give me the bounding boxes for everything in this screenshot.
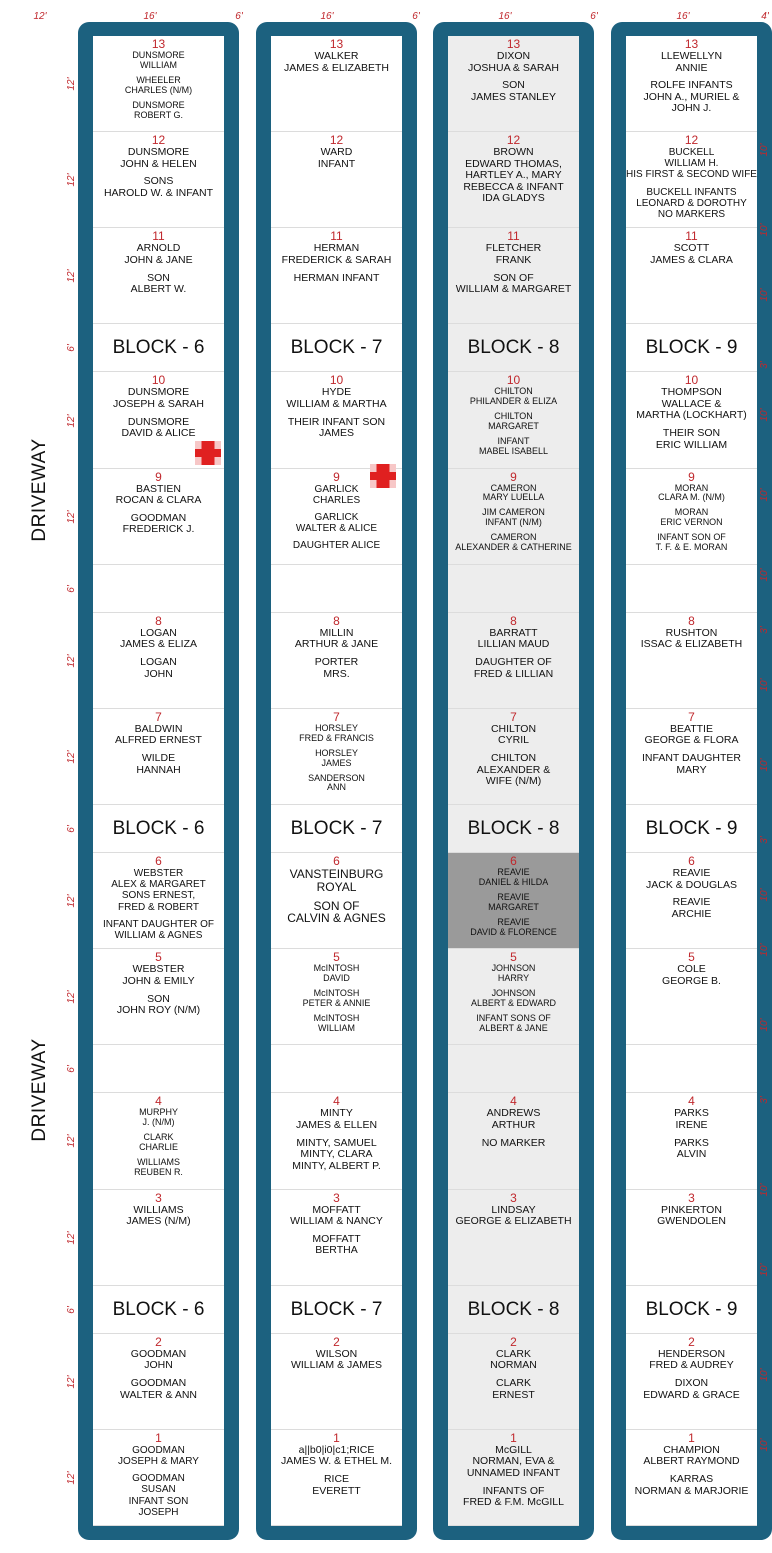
lot-occupants: BEATTIE GEORGE & FLORA INFANT DAUGHTER MARY [642, 722, 741, 776]
lot-number: 4 [155, 1094, 162, 1109]
right-dimension: 10' [759, 488, 770, 502]
plot-lot[interactable] [448, 36, 579, 132]
block-label: BLOCK - 8 [467, 818, 560, 840]
lot-occupants: MURPHY J. (N/M) CLARK CHARLIE WILLIAMS REUBEN R. [134, 1107, 183, 1177]
lot-number: 9 [510, 469, 517, 484]
lot-number: 13 [684, 37, 699, 51]
lot-number: 6 [510, 854, 517, 869]
block-label: BLOCK - 8 [467, 337, 560, 359]
top-dimension: 16' [498, 11, 512, 22]
block-label: BLOCK - 9 [645, 1298, 738, 1320]
right-dimension: 10' [759, 288, 770, 302]
left-dimension: 12' [66, 77, 77, 91]
path-gap [93, 565, 224, 613]
top-dimension: 4' [761, 11, 769, 22]
plot-lot[interactable] [271, 1334, 402, 1430]
driveway-label: DRIVEWAY [29, 438, 50, 542]
block-label-row [626, 1286, 757, 1334]
lot-number: 6 [333, 854, 340, 869]
lot-occupants: DUNSMORE JOHN & HELEN SONS HAROLD W. & INFANT [103, 146, 214, 199]
right-dimension: 10' [759, 143, 770, 157]
block-label: BLOCK - 6 [112, 337, 205, 359]
lot-number: 7 [688, 709, 695, 724]
block-label: BLOCK - 9 [645, 818, 738, 840]
plot-lot[interactable] [626, 1334, 757, 1430]
right-dimension: 10' [759, 1183, 770, 1197]
lot-number: 10 [329, 373, 344, 388]
left-dimension: 12' [66, 173, 77, 187]
lot-occupants: MORAN CLARA M. (N/M) MORAN ERIC VERNON INFANT SON OF T. F. & E. MORAN [655, 482, 728, 553]
lot-number: 5 [333, 950, 340, 965]
right-dimension: 10' [759, 888, 770, 902]
plot-lot[interactable] [271, 1190, 402, 1286]
lot-number: 1 [155, 1430, 162, 1445]
lot-number: 2 [688, 1334, 695, 1349]
plot-lot[interactable] [626, 1430, 757, 1526]
plot-lot[interactable] [626, 36, 757, 132]
plot-lot[interactable] [626, 613, 757, 709]
right-dimension: 10' [759, 1018, 770, 1032]
plot-lot[interactable] [271, 1430, 402, 1526]
lot-occupants: HERMAN FREDERICK & SARAH HERMAN INFANT [281, 242, 392, 284]
lot-number: 12 [151, 133, 166, 148]
top-dimension: 16' [320, 11, 334, 22]
lot-number: 3 [333, 1190, 340, 1205]
top-dimension: 16' [676, 11, 690, 22]
block-label-row [93, 324, 224, 372]
lot-occupants: VANSTEINBURG ROYAL SON OF CALVIN & AGNES [287, 867, 386, 926]
lot-number: 11 [685, 229, 698, 244]
block-column [78, 22, 239, 1540]
block-column-body [93, 36, 224, 1526]
lot-number: 5 [510, 950, 517, 965]
left-dimension: 12' [66, 413, 77, 428]
lot-number: 7 [333, 709, 340, 724]
lot-occupants: MILLIN ARTHUR & JANE PORTER MRS. [294, 626, 379, 680]
top-dimension: 6' [412, 11, 420, 22]
block-column-body [271, 36, 402, 1526]
plot-lot[interactable] [93, 613, 224, 709]
lot-number: 3 [510, 1190, 517, 1205]
path-gap [271, 1045, 402, 1093]
plot-lot[interactable] [271, 613, 402, 709]
plot-lot[interactable] [448, 132, 579, 228]
left-dimension: 12' [66, 510, 77, 524]
lot-number: 8 [510, 613, 517, 628]
left-dimension: 12' [66, 750, 77, 764]
plot-lot[interactable] [626, 372, 757, 468]
left-dimension: 6' [66, 1065, 77, 1074]
right-dimension: 10' [759, 408, 770, 422]
lot-number: 8 [155, 613, 162, 628]
block-label-row [271, 1286, 402, 1334]
lot-number: 9 [333, 469, 340, 484]
lot-occupants: WEBSTER JOHN & EMILY SON JOHN ROY (N/M) [116, 963, 201, 1017]
lot-occupants: BARRATT LILLIAN MAUD DAUGHTER OF FRED & LILLIAN [473, 626, 554, 680]
lot-occupants: PARKS IRENE PARKS ALVIN [674, 1107, 709, 1161]
right-dimension: 3' [759, 361, 770, 369]
plot-lot[interactable] [93, 36, 224, 132]
lot-occupants: CHAMPION ALBERT RAYMOND KARRAS NORMAN & MARJORIE [634, 1443, 749, 1497]
plot-lot[interactable] [93, 949, 224, 1045]
right-dimension: 3' [759, 626, 770, 634]
right-dimension: 3' [759, 1096, 770, 1104]
right-dimension: 10' [759, 1368, 770, 1382]
top-dimension: 12' [33, 11, 47, 22]
lot-number: 7 [155, 709, 162, 724]
top-dimension: 6' [235, 11, 243, 22]
lot-number: 13 [151, 37, 166, 51]
lot-number: 2 [333, 1334, 340, 1349]
lot-occupants: RUSHTON ISSAC & ELIZABETH [640, 626, 743, 651]
path-gap [626, 1045, 757, 1093]
left-dimension: 6' [66, 825, 77, 833]
left-dimension: 6' [66, 344, 77, 353]
plot-lot[interactable] [271, 853, 402, 949]
block-column [433, 22, 594, 1540]
left-dimension: 12' [66, 1471, 77, 1485]
lot-number: 1 [333, 1430, 340, 1445]
plot-lot[interactable] [93, 1190, 224, 1286]
lot-occupants: WILSON WILLIAM & JAMES [290, 1347, 383, 1372]
path-gap [448, 1045, 579, 1093]
lot-occupants: a||b0|i0|c1;RICE JAMES W. & ETHEL M. RICE EVERETT [280, 1443, 393, 1497]
lot-occupants: CLARK NORMAN CLARK ERNEST [490, 1347, 537, 1401]
lot-occupants: WILLIAMS JAMES (N/M) [126, 1203, 191, 1228]
lot-number: 11 [330, 229, 343, 244]
lot-number: 1 [510, 1430, 517, 1445]
block-column [256, 22, 417, 1540]
block-label: BLOCK - 6 [112, 818, 205, 840]
plot-lot[interactable] [626, 853, 757, 949]
right-dimension: 3' [759, 836, 770, 844]
lot-occupants: FLETCHER FRANK SON OF WILLIAM & MARGARET [455, 242, 572, 296]
left-dimension: 6' [66, 1305, 77, 1314]
lot-number: 12 [506, 133, 521, 148]
plot-lot[interactable] [93, 1430, 224, 1526]
plot-lot[interactable] [448, 228, 579, 324]
plot-lot[interactable] [448, 1190, 579, 1286]
lot-number: 4 [510, 1094, 517, 1109]
lot-number: 13 [329, 37, 344, 51]
left-dimension: 12' [66, 654, 77, 668]
lot-occupants: BROWN EDWARD THOMAS, HARTLEY A., MARY REBECCA & INFANT IDA GLADYS [463, 146, 564, 205]
lot-occupants: HENDERSON FRED & AUDREY DIXON EDWARD & GRACE [643, 1347, 740, 1401]
left-dimension: 12' [66, 269, 77, 283]
top-dimension: 16' [143, 11, 157, 22]
plot-lot[interactable] [626, 132, 757, 228]
lot-occupants: GOODMAN JOHN GOODMAN WALTER & ANN [119, 1347, 197, 1401]
lot-number: 3 [155, 1190, 162, 1205]
lot-number: 13 [506, 37, 521, 51]
lot-occupants: LOGAN JAMES & ELIZA LOGAN JOHN [119, 626, 198, 680]
plot-lot[interactable] [448, 1334, 579, 1430]
block-label-row [93, 805, 224, 853]
left-dimension: 12' [66, 1375, 77, 1389]
lot-occupants: BUCKELL WILLIAM H. HIS FIRST & SECOND WIFE BUCKELL INFANTS LEONARD & DOROTHY NO MARKERS [626, 147, 757, 221]
block-label-row [626, 324, 757, 372]
plot-lot[interactable] [271, 949, 402, 1045]
lot-occupants: BASTIEN ROCAN & CLARA GOODMAN FREDERICK J. [115, 482, 202, 536]
lot-occupants: McGILL NORMAN, EVA & UNNAMED INFANT INFANTS OF FRED & F.M. McGILL [463, 1443, 564, 1509]
lot-occupants: McINTOSH DAVID McINTOSH PETER & ANNIE McINTOSH WILLIAM [302, 963, 371, 1033]
block-column [611, 22, 772, 1540]
plot-lot[interactable] [448, 372, 579, 468]
block-label-row [448, 1286, 579, 1334]
left-dimension: 12' [66, 1134, 77, 1148]
cross-marker-icon [370, 464, 396, 488]
plot-lot[interactable] [448, 853, 579, 949]
block-label-row [626, 805, 757, 853]
lot-occupants: HORSLEY FRED & FRANCIS HORSLEY JAMES SANDERSON ANN [299, 722, 374, 793]
block-label: BLOCK - 8 [467, 1298, 560, 1320]
lot-occupants: ANDREWS ARTHUR NO MARKER [481, 1107, 546, 1149]
lot-number: 10 [684, 373, 699, 388]
lot-occupants: MOFFATT WILLIAM & NANCY MOFFATT BERTHA [290, 1203, 383, 1257]
right-dimension: 10' [759, 223, 770, 237]
lot-occupants: LLEWELLYN ANNIE ROLFE INFANTS JOHN A., MURIEL & JOHN J. [643, 50, 740, 115]
lot-occupants: MINTY JAMES & ELLEN MINTY, SAMUEL MINTY, CLARA MINTY, ALBERT P. [292, 1107, 381, 1172]
lot-occupants: THOMPSON WALLACE & MARTHA (LOCKHART) THEIR SON ERIC WILLIAM [636, 386, 747, 451]
plot-lot[interactable] [626, 709, 757, 805]
left-dimension: 6' [66, 584, 77, 593]
lot-occupants: ARNOLD JOHN & JANE SON ALBERT W. [124, 242, 193, 296]
plot-lot[interactable] [271, 372, 402, 468]
lot-number: 7 [510, 709, 517, 724]
lot-occupants: CHILTON PHILANDER & ELIZA CHILTON MARGARET INFANT MABEL ISABELL [469, 386, 558, 456]
block-label: BLOCK - 7 [290, 818, 383, 840]
lot-occupants: REAVIE JACK & DOUGLAS REAVIE ARCHIE [645, 867, 738, 920]
left-dimension: 12' [66, 894, 77, 908]
lot-occupants: COLE GEORGE B. [662, 963, 721, 987]
lot-number: 8 [688, 613, 695, 628]
plot-lot[interactable] [93, 132, 224, 228]
lot-occupants: DUNSMORE JOSEPH & SARAH DUNSMORE DAVID & ALICE [112, 386, 205, 440]
lot-occupants: WARD INFANT [317, 146, 356, 170]
lot-number: 2 [155, 1334, 162, 1349]
block-label-row [271, 324, 402, 372]
right-dimension: 10' [759, 678, 770, 692]
block-label-row [93, 1286, 224, 1334]
block-label-row [271, 805, 402, 853]
plot-lot[interactable] [448, 613, 579, 709]
block-column-body [626, 36, 757, 1526]
lot-occupants: PINKERTON GWENDOLEN [657, 1203, 726, 1228]
cross-marker-icon [195, 441, 221, 465]
lot-number: 3 [688, 1190, 695, 1205]
right-dimension: 10' [759, 1438, 770, 1452]
lot-occupants: DUNSMORE WILLIAM WHEELER CHARLES (N/M) DUNSMORE ROBERT G. [124, 50, 193, 120]
path-gap [271, 565, 402, 613]
right-dimension: 10' [759, 758, 770, 772]
plot-lot[interactable] [626, 469, 757, 565]
path-gap [93, 1045, 224, 1093]
plot-lot[interactable] [271, 1093, 402, 1189]
lot-occupants: BALDWIN ALFRED ERNEST WILDE HANNAH [115, 722, 202, 776]
path-gap [448, 565, 579, 613]
lot-number: 4 [688, 1094, 695, 1109]
block-label-row [448, 805, 579, 853]
plot-lot[interactable] [271, 36, 402, 132]
top-dimension: 6' [590, 11, 598, 22]
plot-lot[interactable] [448, 1093, 579, 1189]
plot-lot[interactable] [448, 709, 579, 805]
lot-occupants: CHILTON CYRIL CHILTON ALEXANDER & WIFE (N/M) [476, 722, 551, 788]
block-label: BLOCK - 6 [112, 1298, 205, 1320]
lot-number: 10 [506, 373, 521, 388]
plot-lot[interactable] [271, 709, 402, 805]
lot-occupants: WEBSTER ALEX & MARGARET SONS ERNEST, FRED & ROBERT INFANT DAUGHTER OF WILLIAM & AGNES [103, 868, 214, 941]
lot-number: 4 [333, 1094, 340, 1109]
right-dimension: 10' [759, 1263, 770, 1277]
plot-lot[interactable] [626, 1093, 757, 1189]
plot-lot[interactable] [626, 228, 757, 324]
lot-number: 5 [155, 950, 162, 965]
lot-number: 11 [152, 229, 165, 244]
plot-lot[interactable] [93, 1093, 224, 1189]
plot-lot[interactable] [271, 132, 402, 228]
plot-lot[interactable] [93, 709, 224, 805]
lot-occupants: REAVIE DANIEL & HILDA REAVIE MARGARET REAVIE DAVID & FLORENCE [470, 867, 557, 937]
lot-occupants: DIXON JOSHUA & SARAH SON JAMES STANLEY [467, 50, 560, 103]
lot-occupants: GOODMAN JOSEPH & MARY GOODMAN SUSAN INFANT SON JOSEPH [118, 1444, 199, 1518]
right-dimension: 10' [759, 568, 770, 582]
lot-number: 1 [688, 1430, 695, 1445]
right-dimension: 10' [759, 943, 770, 957]
path-gap [626, 565, 757, 613]
left-dimension: 12' [66, 1231, 77, 1245]
plot-lot[interactable] [448, 949, 579, 1045]
lot-number: 9 [688, 469, 695, 484]
driveway-label: DRIVEWAY [29, 1038, 50, 1142]
lot-number: 8 [333, 613, 340, 628]
lot-number: 11 [507, 229, 520, 244]
lot-occupants: LINDSAY GEORGE & ELIZABETH [455, 1203, 572, 1228]
plot-lot[interactable] [448, 1430, 579, 1526]
plot-lot[interactable] [448, 469, 579, 565]
lot-occupants: SCOTT JAMES & CLARA [650, 242, 733, 266]
lot-number: 10 [151, 373, 166, 388]
plot-lot[interactable] [271, 228, 402, 324]
lot-number: 6 [688, 854, 695, 869]
left-dimension: 12' [66, 990, 77, 1004]
block-label-row [448, 324, 579, 372]
lot-number: 12 [329, 133, 344, 148]
block-label: BLOCK - 9 [645, 337, 738, 359]
lot-number: 6 [155, 854, 162, 869]
lot-occupants: HYDE WILLIAM & MARTHA THEIR INFANT SON JAMES [286, 386, 387, 440]
plot-lot[interactable] [93, 469, 224, 565]
lot-occupants: CAMERON MARY LUELLA JIM CAMERON INFANT (N/M) CAMERON ALEXANDER & CATHERINE [455, 482, 572, 553]
lot-number: 9 [155, 469, 162, 484]
lot-number: 12 [684, 133, 699, 148]
block-label: BLOCK - 7 [290, 1298, 383, 1320]
lot-number: 2 [510, 1334, 517, 1349]
plot-lot[interactable] [93, 228, 224, 324]
block-column-body [448, 36, 579, 1526]
plot-lot[interactable] [626, 1190, 757, 1286]
plot-lot[interactable] [626, 949, 757, 1045]
plot-lot[interactable] [93, 1334, 224, 1430]
plot-lot[interactable] [93, 853, 224, 949]
block-label: BLOCK - 7 [290, 337, 383, 359]
lot-occupants: WALKER JAMES & ELIZABETH [283, 50, 390, 74]
lot-number: 5 [688, 950, 695, 965]
lot-occupants: GARLICK CHARLES GARLICK WALTER & ALICE DAUGHTER ALICE [292, 483, 381, 552]
lot-occupants: JOHNSON HARRY JOHNSON ALBERT & EDWARD INFANT SONS OF ALBERT & JANE [470, 963, 557, 1033]
